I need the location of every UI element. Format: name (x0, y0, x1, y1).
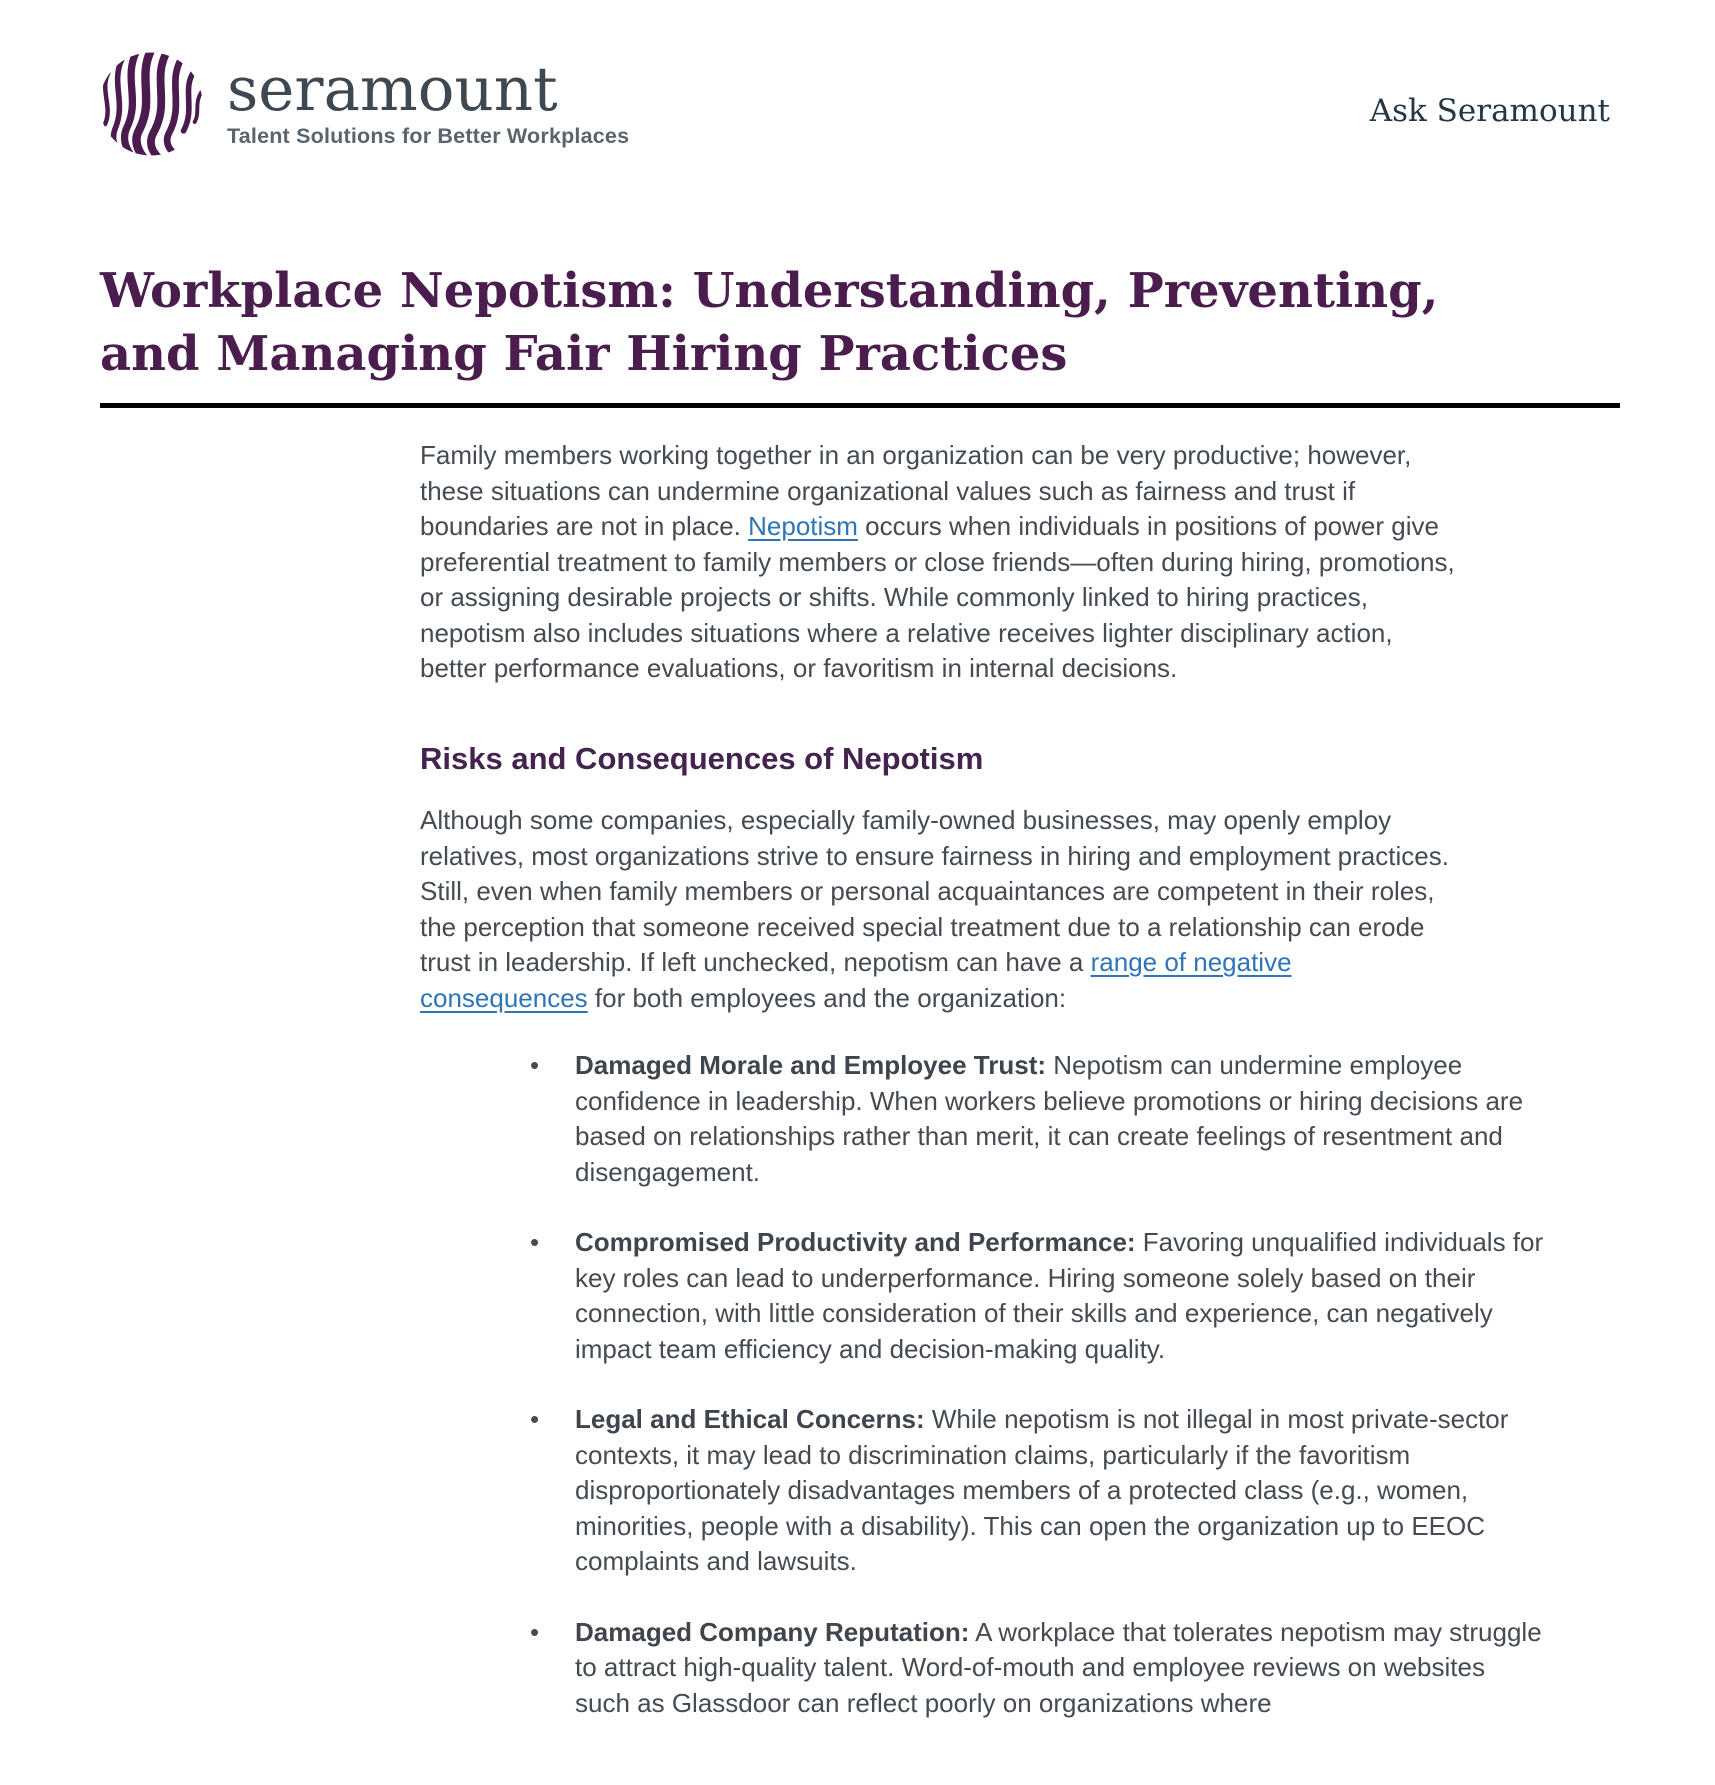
title-block (100, 260, 1620, 408)
page-title (100, 260, 1620, 386)
brand-name: seramount (227, 54, 558, 125)
bullet-label: Legal and Ethical Concerns: (575, 1404, 925, 1434)
bullet-text: Nepotism can undermine employee confidence in leadership. When workers believe promotions or hiring decisions are based on relationships rather than merit, it can create feelings of resentment and disengagement. (575, 1050, 1524, 1187)
risks-paragraph (420, 803, 1465, 1016)
bullet-text: A workplace that tolerates nepotism may struggle to attract high-quality talent. Word-of-mouth and employee reviews on websites such as Glassdoor can reflect poorly on organizations where (575, 1616, 1542, 1718)
intro-text-pre: Family members working together in an organization can be very productive; however, these situations can undermine organizational values such as fairness and trust if boundaries are not in place. (420, 440, 1412, 541)
bullet-label: Damaged Morale and Employee Trust: (575, 1050, 1047, 1080)
list-item-damaged-reputation (420, 1615, 1545, 1722)
bullet-label: Compromised Productivity and Performance: (575, 1227, 1136, 1257)
list-item-legal-ethical (420, 1402, 1545, 1580)
risks-text-pre: Although some companies, especially family-owned businesses, may openly employ relatives, most organizations strive to ensure fairness in hiring and employment practices. Still, even when family members or personal acquaintances are competent in their roles, the perception that someone received special treatment due to a relationship can erode trust in leadership. If left unchecked, nepotism can have a (420, 805, 1449, 977)
list-item-damaged-morale (420, 1048, 1545, 1190)
brand-tagline: Talent Solutions for Better Workplaces (227, 124, 630, 148)
page-header (0, 0, 1715, 160)
intro-paragraph (420, 438, 1465, 687)
ask-seramount-link[interactable]: Ask Seramount (1369, 93, 1610, 129)
bullet-text: While nepotism is not illegal in most private-sector contexts, it may lead to discrimination claims, particularly if the favoritism disproportionately disadvantages members of a protected class (e.g., women, minorities, people with a disability). This can open the organization up to EEOC complaints and lawsuits. (575, 1404, 1509, 1576)
bullet-text: Favoring unqualified individuals for key roles can lead to underperformance. Hiring someone solely based on their connection, with little consideration of their skills and experience, can negatively impact team efficiency and decision-making quality. (575, 1227, 1544, 1364)
nepotism-link[interactable]: Nepotism (748, 511, 858, 541)
section-heading-risks: Risks and Consequences of Nepotism (420, 740, 984, 776)
bullet-label: Damaged Company Reputation: (575, 1616, 970, 1647)
title-divider (100, 403, 1620, 408)
consequences-list (420, 1048, 1545, 1721)
negative-consequences-link[interactable]: range of negative consequences (420, 947, 1292, 1013)
article-body (420, 438, 1545, 1721)
list-item-compromised-productivity (420, 1225, 1545, 1367)
page-title-line1: Workplace Nepotism: Understanding, Preventing, (100, 263, 1439, 319)
intro-text-post: occurs when individuals in positions of power give preferential treatment to family members or close friends—often during hiring, promotions, or assigning desirable projects or shifts. While commonly linked to hiring practices, nepotism also includes situations where a relative receives lighter disciplinary action, better performance evaluations, or favoritism in internal decisions. (420, 511, 1455, 683)
seramount-logo (95, 48, 629, 160)
page-title-line2: and Managing Fair Hiring Practices (100, 326, 1068, 382)
seramount-swirl-icon (95, 48, 207, 160)
risks-text-post: for both employees and the organization: (587, 982, 1067, 1013)
